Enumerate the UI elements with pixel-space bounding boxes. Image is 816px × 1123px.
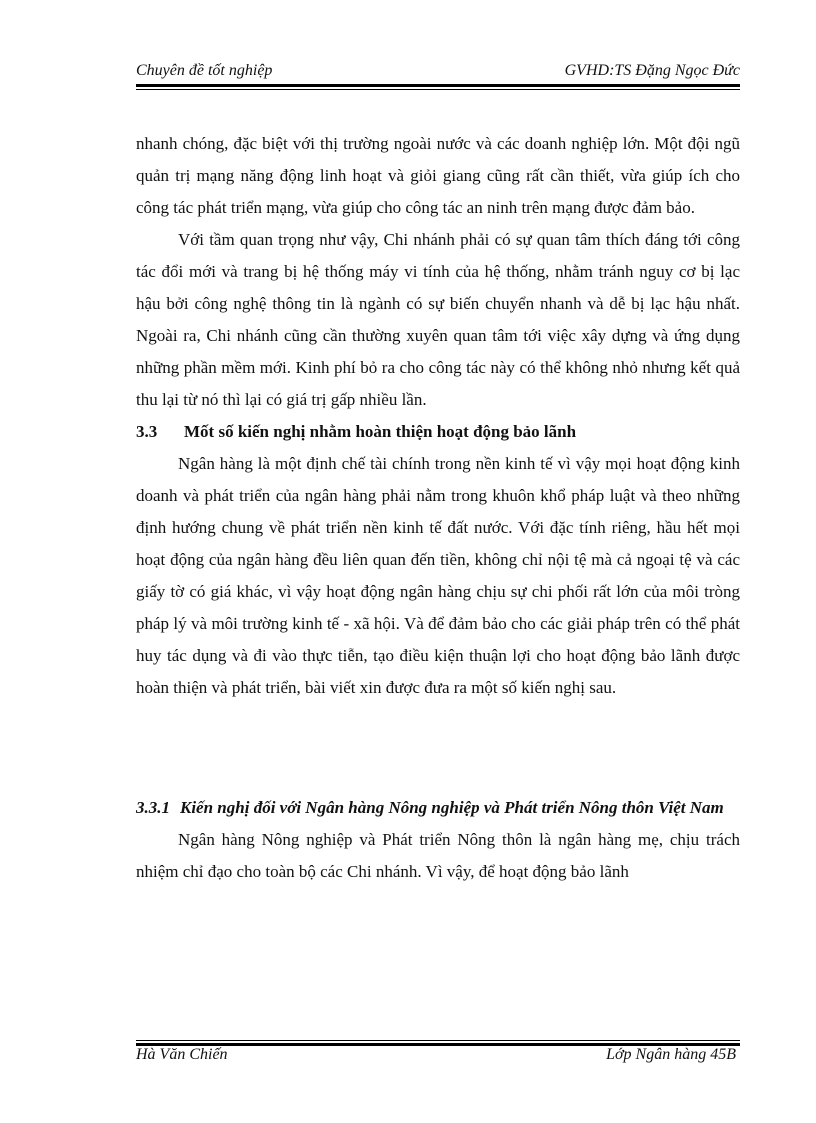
footer-author: Hà Văn Chiến: [136, 1046, 228, 1063]
subsection-title: Kiến nghị đối với Ngân hàng Nông nghiệp và Phát triển Nông thôn Việt Nam: [180, 798, 724, 817]
paragraph-agribank: Ngân hàng Nông nghiệp và Phát triển Nông thôn là ngân hàng mẹ, chịu trách nhiệm chỉ đạo cho toàn bộ các Chi nhánh. Vì vậy, để hoạt động bảo lãnh: [136, 830, 740, 881]
page-footer: [136, 1046, 740, 1066]
paragraph-importance: Với tầm quan trọng như vậy, Chi nhánh phải có sự quan tâm thích đáng tới công tác đổi mới và trang bị hệ thống máy vi tính của hệ thống, nhằm tránh nguy cơ bị lạc hậu bởi công nghệ thông tin là ngành có sự biến chuyển nhanh và dễ bị lạc hậu nhất. Ngoài ra, Chi nhánh cũng cần thường xuyên quan tâm tới việc xây dựng và ứng dụng những phần mềm mới. Kinh phí bỏ ra cho công tác này có thể không nhỏ nhưng kết quả thu lại từ nó thì lại có giá trị gấp nhiều lần.: [136, 230, 740, 409]
header-document-type: Chuyên đề tốt nghiệp: [136, 62, 273, 79]
header-divider: [136, 84, 740, 87]
section-number: 3.3: [136, 422, 158, 441]
footer-class: Lớp Ngân hàng 45B: [606, 1046, 736, 1063]
spacer: [136, 704, 740, 792]
subsection-number: 3.3.1: [136, 798, 170, 817]
page-body: [136, 128, 740, 888]
paragraph-recommendations-intro: Ngân hàng là một định chế tài chính trong nền kinh tế vì vậy mọi hoạt động kinh doanh và phát triển của ngân hàng phải nằm trong khuôn khổ pháp luật và theo những định hướng chung về phát triển nền kinh tế đất nước. Với đặc tính riêng, hầu hết mọi hoạt động của ngân hàng đều liên quan đến tiền, không chỉ nội tệ mà cả ngoại tệ và các giấy tờ có giá khác, vì vậy hoạt động ngân hàng chịu sự chi phối rất lớn của môi tròng pháp lý và môi trường kinh tế - xã hội. Và để đảm bảo cho các giải pháp trên có thể phát huy tác dụng và đi vào thực tiễn, tạo điều kiện thuận lợi cho hoạt động bảo lãnh được hoàn thiện và phát triển, bài viết xin được đưa ra một số kiến nghị sau.: [136, 454, 740, 697]
page-header: [136, 62, 740, 82]
section-heading: [136, 416, 740, 448]
paragraph-continuation: nhanh chóng, đặc biệt với thị trường ngoài nước và các doanh nghiệp lớn. Một đội ngũ quản trị mạng năng động linh hoạt và giỏi giang cũng rất cần thiết, vừa giúp ích cho công tác phát triển mạng, vừa giúp cho công tác an ninh trên mạng được đảm bảo.: [136, 134, 740, 217]
header-advisor: GVHD:TS Đặng Ngọc Đức: [564, 62, 740, 79]
section-title: Mốt số kiến nghị nhằm hoàn thiện hoạt động bảo lãnh: [184, 422, 577, 441]
subsection-heading: [136, 792, 740, 824]
footer-divider: [136, 1040, 740, 1041]
